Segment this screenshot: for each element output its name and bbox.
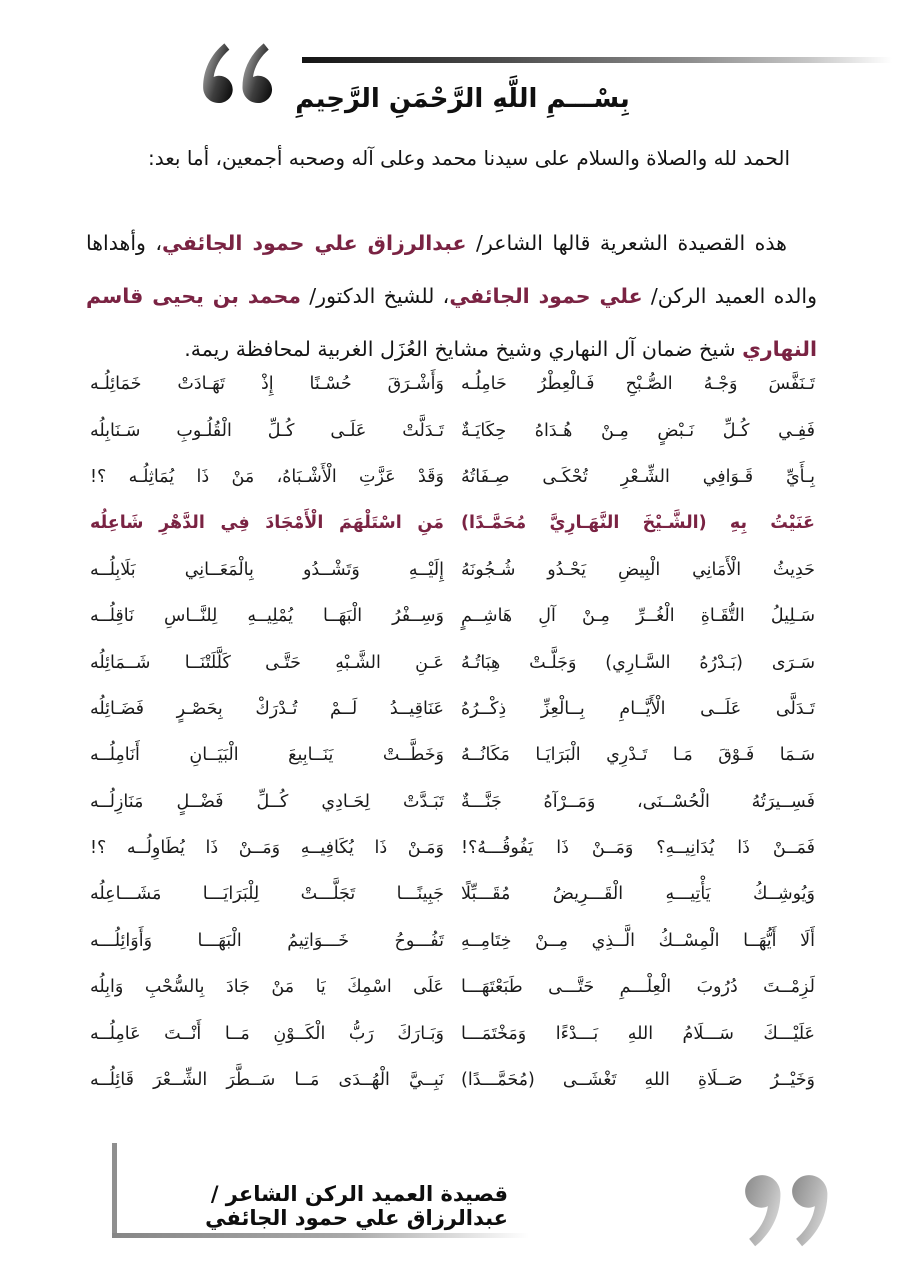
poem-hemistich-second: وَخَطَّــتْ يَنَــابِيعَ الْبَيَــانِ أَنَامِلُــه: [90, 745, 444, 766]
poem-hemistich-first: فَسِــيرَتُهُ الْحُسْــنَى، وَمَــرْآهُ جَنَّـــةٌ: [461, 791, 815, 812]
poem-hemistich-second: وَسِــفْرُ الْبَهَــا يُمْلِيــهِ لِلنَّــاسِ نَاقِلُــه: [90, 606, 444, 627]
poem-hemistich-first: تَـدَلَّى عَلَــى الْأَيَّــامِ بِــالْعِزِّ ذِكْــرُهُ: [461, 698, 815, 719]
intro-text: ، للشيخ الدكتور/: [300, 283, 450, 308]
poem-verse-row: [90, 639, 815, 685]
poem-hemistich-second: نَبِــيَّ الْهُــدَى مَــا سَــطَّرَ الشِّــعْرَ قَائِلُــه: [90, 1070, 444, 1091]
poem-verse-row: [90, 1057, 815, 1103]
poem-hemistich-second: مَنِ اسْتَلْهَمَ الْأَمْجَادَ فِي الدَّهْرِ شَاعِلُه: [90, 513, 444, 534]
poem-hemistich-first: عَنَيْتُ بِهِ (الشَّـيْخَ النَّهَـارِيَّ مُحَمَّـدًا): [461, 513, 815, 534]
poem-verse-row: [90, 964, 815, 1010]
poem-hemistich-first: سَـمَا فَـوْقَ مَـا تَـدْرِي الْبَرَايَـا مَكَانُــهُ: [461, 745, 815, 766]
poem-verse-row: [90, 1010, 815, 1056]
intro-paragraph: [86, 217, 817, 376]
poem-hemistich-second: تَبَـدَّتْ لِحَـادِي كُــلِّ فَضْــلٍ مَنَازِلُــه: [90, 791, 444, 812]
intro-text: شيخ ضمان آل النهاري وشيخ مشايخ العُزَل الغربية لمحافظة ريمة.: [184, 336, 743, 361]
intro-text: ، وأهداها والده العميد الركن/: [86, 230, 818, 308]
basmala-calligraphy: بِسْـــمِ اللَّهِ الرَّحْمَنِ الرَّحِيمِ: [295, 84, 630, 114]
poem-verse-row: [90, 871, 815, 917]
poem-hemistich-first: بِـأَيِّ قَـوَافِي الشِّـعْرِ تُحْكَـى صِـفَاتُهُ: [461, 466, 815, 487]
poem-hemistich-second: وَأَشْـرَقَ حُسْـنًا إِذْ تَهَـادَتْ خَمَائِلُـه: [90, 374, 444, 395]
poem-hemistich-first: أَلَا أَيُّهَــا الْمِسْــكُ الَّــذِي مِــنْ خِتَامِــهِ: [461, 930, 815, 951]
poem-verse-row: [90, 407, 815, 453]
intro-name-highlight: علي حمود الجائفي: [449, 283, 643, 308]
poem-hemistich-first: لَزِمْــتَ دُرُوبَ الْعِلْـــمِ حَتَّـــى طَبَعْتَهَـــا: [461, 977, 815, 998]
poem-verses: [90, 361, 815, 1103]
footer-horizontal-rule: [112, 1233, 542, 1238]
poem-hemistich-first: وَخَيْــرُ صَــلَاةِ اللهِ تَغْشَــى (مُحَمَّـــدًا): [461, 1070, 815, 1091]
poem-hemistich-first: تَـنَفَّسَ وَجْـهُ الصُّـبْحِ فَـالْعِطْرُ حَامِلُـه: [461, 374, 815, 395]
poem-hemistich-second: وَبَـارَكَ رَبُّ الْكَــوْنِ مَــا أَنْــتَ عَامِلُــه: [90, 1023, 444, 1044]
intro-text: هذه القصيدة الشعرية قالها الشاعر/: [466, 230, 787, 255]
poem-hemistich-second: عَنَاقِيــدُ لَــمْ تُـدْرَكْ بِحَصْـرٍ فَضَـائِلُه: [90, 698, 444, 719]
poem-verse-row: [90, 732, 815, 778]
poem-verse-row: [90, 547, 815, 593]
poem-hemistich-second: عَـنِ الشَّـبْهِ حَتَّـى كَلَّلَتْنَــا شَــمَائِلُه: [90, 652, 444, 673]
closing-quotation-marks-icon: [741, 1174, 833, 1248]
poem-verse-row: [90, 593, 815, 639]
poem-hemistich-second: وَمَـنْ ذَا يُكَافِيــهِ وَمَــنْ ذَا يُطَاوِلُــه ؟!: [90, 838, 444, 859]
poem-hemistich-first: سَـلِيلُ التُّقَـاةِ الْغُــرِّ مِـنْ آلِ هَاشِــمٍ: [461, 606, 815, 627]
poem-verse-row: [90, 361, 815, 407]
footer-title: قصيدة العميد الركن الشاعر / عبدالرزاق علي حمود الجائفي: [205, 1182, 508, 1230]
intro-name-highlight: محمد بن يحيى قاسم النهاري: [86, 283, 817, 361]
poem-hemistich-first: فَمَــنْ ذَا يُدَانِيــهِ؟ وَمَــنْ ذَا يَفُوقُـــهُ؟!: [461, 838, 815, 859]
poem-verse-row: [90, 779, 815, 825]
poem-verse-row: [90, 825, 815, 871]
poem-hemistich-first: وَيُوشِــكُ يَأْتِيـــهِ الْقَـــرِيضُ مُقَـــبِّلًا: [461, 884, 815, 905]
intro-name-highlight: عبدالرزاق علي حمود الجائفي: [162, 230, 467, 255]
poem-hemistich-second: جَبِينًـــا تَجَلَّـــتْ لِلْبَرَايَـــا مَشَـــاعِلُه: [90, 884, 444, 905]
poem-verse-row: [90, 686, 815, 732]
poem-hemistich-first: فَفِـي كُـلِّ نَـبْضٍ مِـنْ هُـدَاهُ حِكَايَـةٌ: [461, 420, 815, 441]
poem-hemistich-second: إِلَيْــهِ وَتَشْــدُو بِالْمَعَــانِي بَلَابِلُــه: [90, 559, 444, 580]
poem-hemistich-first: سَـرَى (بَـدْرُهُ السَّـارِي) وَجَلَّـتْ هِبَاتُـهُ: [461, 652, 815, 673]
poem-verse-row: [90, 918, 815, 964]
poem-hemistich-second: تَـدَلَّتْ عَلَـى كُـلِّ الْقُلُـوبِ سَـنَابِلُه: [90, 420, 444, 441]
poem-verse-row: [90, 500, 815, 546]
footer-vertical-rule: [112, 1143, 117, 1238]
poem-hemistich-second: تَفُـــوحُ خَـــوَاتِيمُ الْبَهَـــا وَأَوَائِلُـــه: [90, 930, 444, 951]
poem-hemistich-first: حَدِيثُ الْأَمَانِي الْبِيضِ يَحْـدُو شُـجُونَهُ: [461, 559, 815, 580]
top-rule: [302, 57, 898, 63]
poem-hemistich-second: وَقَدْ عَزَّتِ الْأَشْـبَاهُ، مَنْ ذَا يُمَاثِلُـه ؟!: [90, 466, 444, 487]
poem-verse-row: [90, 454, 815, 500]
hamdala-line: الحمد لله والصلاة والسلام على سيدنا محمد وعلى آله وصحبه أجمعين، أما بعد:: [148, 146, 790, 170]
poem-hemistich-first: عَلَيْـــكَ سَـــلَامُ اللهِ بَـــدْءًا وَمَخْتَمَـــا: [461, 1023, 815, 1044]
poem-hemistich-second: عَلَى اسْمِكَ يَا مَنْ جَادَ بِالسُّحْبِ وَابِلُه: [90, 977, 444, 998]
